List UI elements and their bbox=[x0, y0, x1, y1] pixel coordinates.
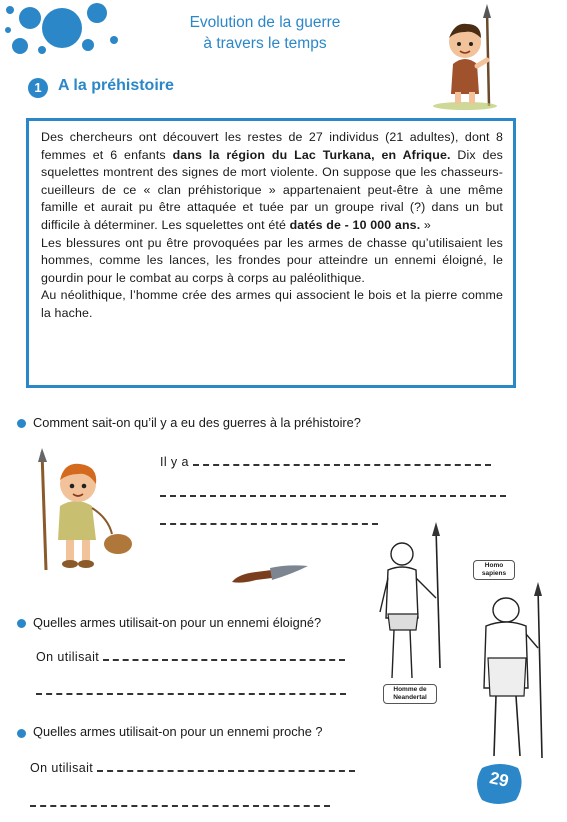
question-1-bullet bbox=[17, 419, 26, 428]
title-line-1: Evolution de la guerre bbox=[189, 14, 341, 31]
paragraph-1-part-a: Des chercheurs ont découvert les restes de 27 individus (21 adultes), dont 8 femmes et 6 enfants bbox=[41, 130, 503, 162]
answer-1-blank-1[interactable] bbox=[193, 456, 491, 466]
answer-2-blank-1[interactable] bbox=[103, 651, 345, 661]
question-3: Quelles armes utilisait-on pour un ennemi proche ? bbox=[33, 724, 323, 739]
page-number-badge bbox=[474, 760, 524, 806]
question-1: Comment sait-on qu’il y a eu des guerres à la préhistoire? bbox=[33, 415, 361, 430]
question-2-bullet bbox=[17, 619, 26, 628]
paragraph-2: Les blessures ont pu être provoquées par les armes de chasse qu’utilisaient les hommes, comme les lances, les frondes pour atteindre un ennemi éloigné, le gourdin pour le combat au corps à corps au paléolithique. bbox=[41, 235, 503, 285]
answer-1-line-2 bbox=[160, 484, 506, 502]
question-3-bullet bbox=[17, 729, 26, 738]
answer-1-line-3 bbox=[160, 512, 378, 530]
paragraph-1-bold-date: datés de - 10 000 ans. bbox=[289, 217, 421, 232]
answer-2-blank-2[interactable] bbox=[36, 685, 346, 695]
answer-3-line-1 bbox=[30, 761, 355, 775]
section-number-badge: 1 bbox=[28, 78, 48, 98]
answer-3-line-2 bbox=[30, 794, 330, 812]
decorative-circles-icon bbox=[0, 0, 130, 80]
stone-knife-icon bbox=[228, 558, 310, 588]
title-line-2: à travers le temps bbox=[203, 35, 327, 52]
paragraph-1-part-e: » bbox=[420, 217, 431, 232]
paragraph-1 bbox=[41, 129, 503, 235]
answer-2-prefix: On utilisait bbox=[36, 650, 100, 664]
reading-text-box bbox=[26, 118, 516, 388]
answer-1-prefix: Il y a bbox=[160, 455, 189, 469]
answer-3-blank-1[interactable] bbox=[97, 762, 355, 772]
paragraph-1-bold-location: dans la région du Lac Turkana, en Afrique. bbox=[172, 147, 451, 162]
answer-1-blank-2[interactable] bbox=[160, 487, 506, 497]
caveman-with-spear-icon bbox=[425, 4, 515, 112]
paragraph-3: Au néolithique, l’homme crée des armes qui associent le bois et la pierre comme la hache. bbox=[41, 288, 503, 320]
answer-1-line-1 bbox=[160, 455, 491, 469]
section-title: A la préhistoire bbox=[58, 77, 174, 94]
child-with-bag-icon bbox=[26, 448, 146, 573]
page-number: 29 bbox=[487, 768, 511, 791]
neandertal-label: Homme de Neandertal bbox=[383, 684, 437, 704]
neandertal-figure-icon bbox=[484, 582, 542, 758]
homo-sapiens-label: Homo sapiens bbox=[473, 560, 515, 580]
answer-3-blank-2[interactable] bbox=[30, 797, 330, 807]
homo-sapiens-figure-icon bbox=[380, 522, 440, 678]
paragraph-1-part-c: Dix des squelettes montrent des signes de mort violente. On suppose que les chasseurs-cueilleurs de ce « clan préhistorique » appartenaient peut-être à une même famille et aurait pu être attaquée et tuée par un groupe rival (?) dans un but difficile à déterminer. Les squelettes ont été bbox=[41, 147, 503, 232]
question-2: Quelles armes utilisait-on pour un ennemi éloigné? bbox=[33, 615, 322, 630]
prehistoric-men-illustration bbox=[370, 518, 560, 766]
answer-2-line-1 bbox=[36, 650, 345, 664]
answer-3-prefix: On utilisait bbox=[30, 761, 94, 775]
answer-1-blank-3[interactable] bbox=[160, 515, 378, 525]
page-title bbox=[140, 12, 390, 54]
answer-2-line-2 bbox=[36, 682, 346, 700]
